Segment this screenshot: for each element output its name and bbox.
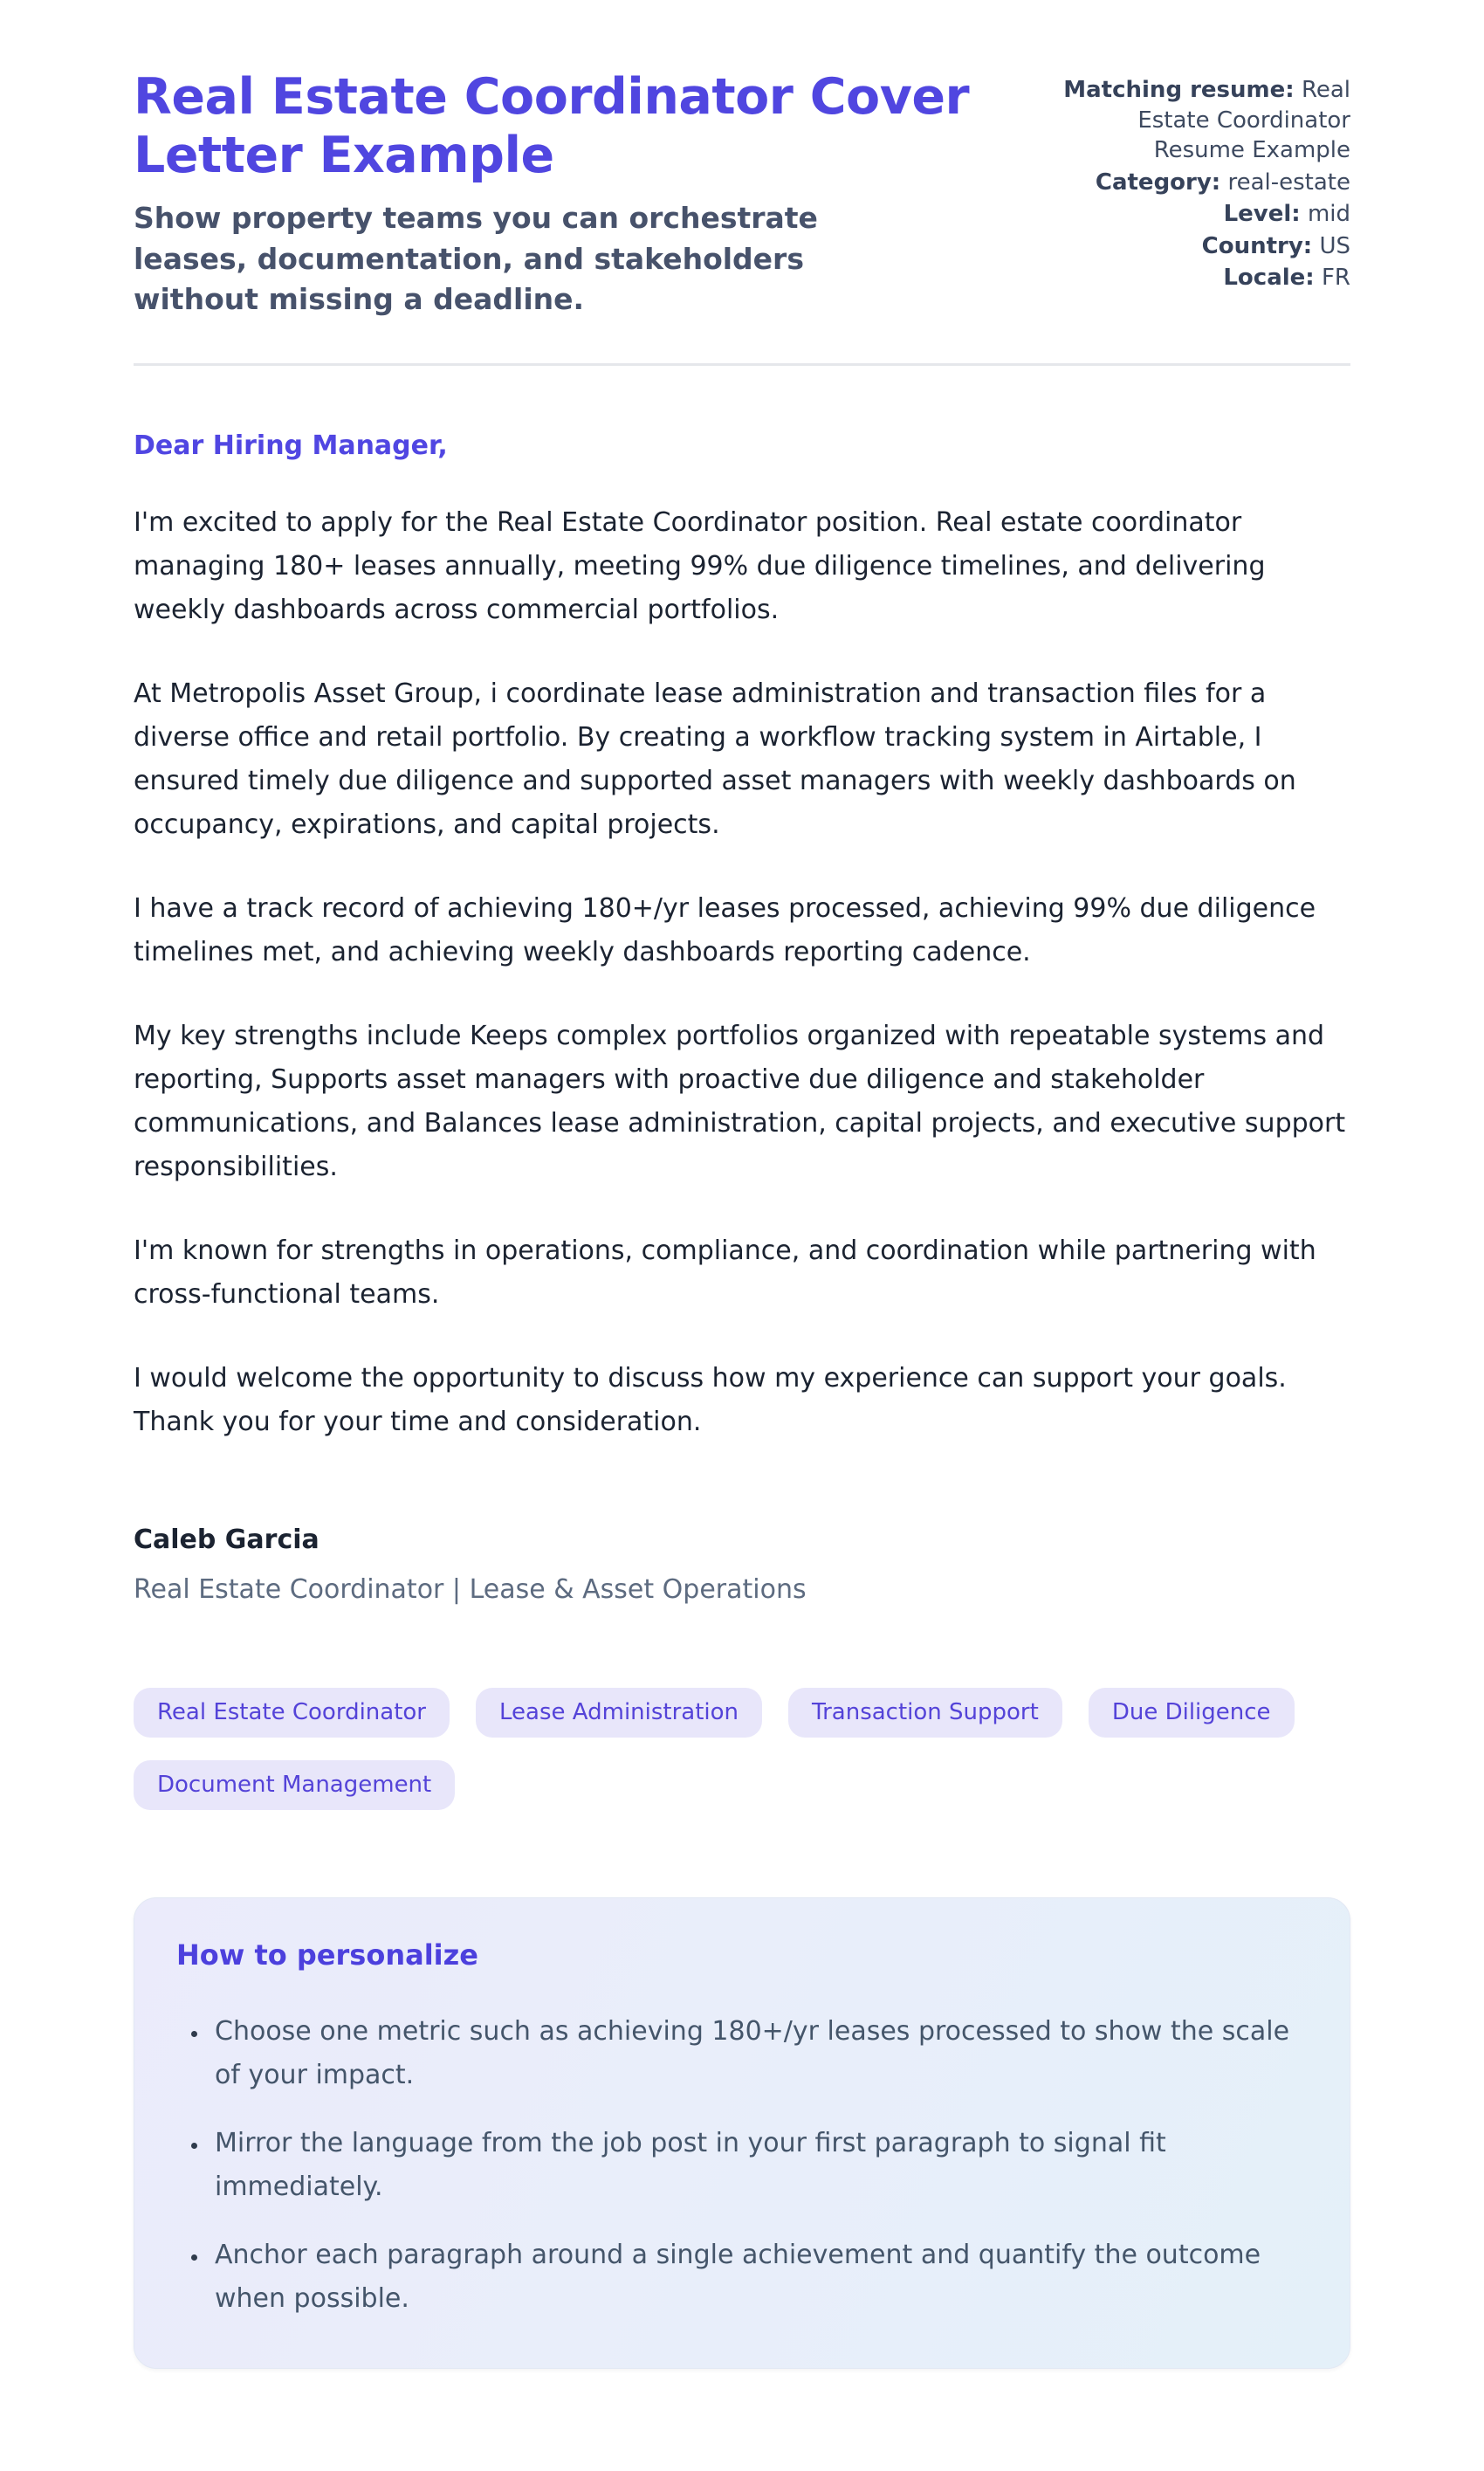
letter-paragraph-1: I'm excited to apply for the Real Estate Coordinator position. Real estate coordinator managing 180+ leases annually, meeting 99% due diligence timelines, and delivering weekly dashboards across commercial portfolios. [134, 506, 1266, 625]
page-subtitle: Show property teams you can orchestrate leases, documentation, and stakeholders without missing a deadline. [134, 201, 818, 316]
meta-value: FR [1321, 265, 1350, 292]
meta-value: mid [1307, 201, 1350, 228]
page-header [134, 68, 1350, 320]
tag-pill-transaction-support: Transaction Support [788, 1688, 1062, 1738]
meta-label: Level: [1223, 201, 1301, 228]
meta-label: Matching resume: [1063, 77, 1295, 103]
how-to-personalize-box [134, 1897, 1350, 2369]
letter-body [134, 430, 1350, 1605]
personalize-list [176, 2010, 1308, 2321]
meta-value: Real Estate Coordinator Resume Example [1137, 77, 1350, 164]
meta-row-country [1043, 231, 1350, 262]
resume-meta-panel [1043, 75, 1350, 295]
signature-title: Real Estate Coordinator | Lease & Asset Operations [134, 1573, 807, 1605]
letter-greeting: Dear Hiring Manager, [134, 430, 448, 461]
letter-paragraph-6: I would welcome the opportunity to discuss how my experience can support your goals. Thank you for your time and consideration. [134, 1362, 1287, 1437]
tag-pill-due-diligence: Due Diligence [1089, 1688, 1295, 1738]
meta-row-locale [1043, 263, 1350, 293]
header-divider [134, 363, 1350, 366]
meta-value: real-estate [1227, 169, 1350, 196]
personalize-tip-3: • Anchor each paragraph around a single achievement and quantify the outcome when possible. [210, 2234, 1308, 2321]
header-title-block [134, 68, 1043, 320]
letter-paragraph-4: My key strengths include Keeps complex portfolios organized with repeatable systems and reporting, Supports asset managers with proactive due diligence and stakeholder communications, and Balances lease administration, capital projects, and executive support responsibilities. [134, 1020, 1346, 1182]
signature-name: Caleb Garcia [134, 1524, 319, 1555]
meta-row-matching-resume [1043, 75, 1350, 166]
keyword-tag-list [134, 1688, 1350, 1810]
page-title: Real Estate Coordinator Cover Letter Example [134, 68, 970, 184]
tag-pill-document-management: Document Management [134, 1760, 455, 1810]
cover-letter-page [134, 0, 1350, 2453]
meta-label: Country: [1201, 232, 1313, 259]
meta-row-category [1043, 168, 1350, 198]
letter-paragraph-2: At Metropolis Asset Group, i coordinate lease administration and transaction files for a diverse office and retail portfolio. By creating a workflow tracking system in Airtable, I ensured timely due diligence and supported asset managers with weekly dashboards on occupancy, expirations, and capital projects. [134, 678, 1296, 840]
personalize-tip-2: • Mirror the language from the job post in your first paragraph to signal fit immediately. [210, 2122, 1308, 2209]
personalize-title: How to personalize [176, 1938, 478, 1972]
letter-paragraph-3: I have a track record of achieving 180+/yr leases processed, achieving 99% due diligence timelines met, and achieving weekly dashboards reporting cadence. [134, 892, 1316, 967]
meta-label: Category: [1095, 169, 1221, 196]
meta-value: US [1319, 232, 1350, 259]
tag-pill-lease-administration: Lease Administration [476, 1688, 762, 1738]
tag-pill-real-estate-coordinator: Real Estate Coordinator [134, 1688, 450, 1738]
letter-paragraph-5: I'm known for strengths in operations, compliance, and coordination while partnering with cross-functional teams. [134, 1235, 1316, 1310]
meta-label: Locale: [1223, 265, 1315, 292]
personalize-tip-1: • Choose one metric such as achieving 180+/yr leases processed to show the scale of your impact. [210, 2010, 1308, 2097]
meta-row-level [1043, 199, 1350, 230]
